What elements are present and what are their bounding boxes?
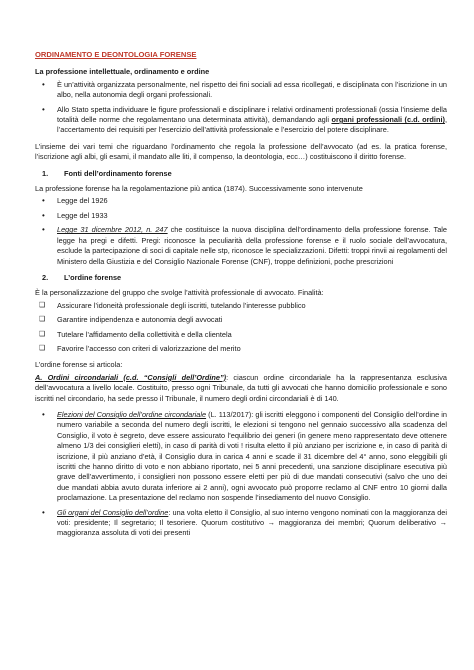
list-item <box>35 80 447 101</box>
bullet-icon: • <box>42 79 45 89</box>
list-item <box>35 301 447 311</box>
list-item <box>35 344 447 354</box>
subsection-a-bullet-list <box>35 410 447 539</box>
list-item <box>35 225 447 267</box>
subsection-a-label: A. Ordini circondariali (c.d. “Consigli dell’Ordine”) <box>35 372 227 382</box>
subsection-a-text: : ciascun ordine circondariale ha la rappresentanza esclusiva dell’avvocatura a livello locale. Costituito, presso ogni Tribunale, da tutti gli avvocati che hanno domicilio professionale e sono iscritti nel circondario, ha sede presso il Tribunale, il numero degli ordini circondariali è di 140. <box>35 372 447 403</box>
aim-text: Assicurare l’idoneità professionale degli iscritti, tutelando l’interesse pubblico <box>57 300 306 310</box>
law-bullet-description: che costituisce la nuova disciplina dell’ordinamento della professione forense. Tale legge ha pregi e difetti. Pregi: riconosce la peculiarità della professione forense e il ruolo sociale dell’avvocatura, esclude la partecipazione di soci di capitale nelle stp, riconosce le specializzazioni. Difetti: troppi rinvii ai regolamenti del Ministero della Giustizia e del Consiglio Nazionale Forense (CNF), troppe definizioni, poche prescrizioni <box>57 225 448 266</box>
bullet-icon: • <box>42 409 45 419</box>
aim-text: Favorire l’accesso con criteri di valorizzazione del merito <box>57 343 241 353</box>
law-reference: Legge 31 dicembre 2012, n. 247 <box>57 225 168 235</box>
sub-bullet-label: Elezioni del Consiglio dell’ordine circondariale <box>57 409 207 419</box>
bullet-icon: • <box>42 210 45 220</box>
list-item <box>35 330 447 340</box>
document-subtitle: La professione intellettuale, ordinamento e ordine <box>35 67 210 77</box>
list-item <box>35 315 447 325</box>
list-item <box>35 196 447 206</box>
bullet-icon: • <box>42 507 45 517</box>
section1-paragraph: La professione forense ha la regolamentazione più antica (1874). Successivamente sono intervenute <box>35 184 363 194</box>
section-title: L’ordine forense <box>64 272 122 282</box>
sub-bullet-label: Gli organi del Consiglio dell’ordine <box>57 507 169 517</box>
intro-bullet-text: È un’attività organizzata personalmente, nel rispetto dei fini sociali ad essa ricollegati, e disciplinata con l’iscrizione in un albo, nella autonomia degli organi professionali. <box>57 79 447 100</box>
bullet-icon: • <box>42 225 45 235</box>
sub-bullet-text: : una volta eletto il Consiglio, al suo interno vengono nominati con la maggioranza dei voti: presidente; Il segretario; Il tesoriere. Quorum costitutivo → maggioranza dei membri; Quorum deliberativo → maggioranza assoluta di voti dei presenti <box>57 507 447 538</box>
document-body <box>35 50 447 545</box>
bullet-icon: • <box>42 196 45 206</box>
checkbox-icon: ❑ <box>39 344 46 352</box>
bullet-icon: • <box>42 104 45 114</box>
section-title: Fonti dell’ordinamento forense <box>64 168 172 178</box>
intro-paragraph: L’insieme dei vari temi che riguardano l’ordinamento che regola la professione dell’avvocato (ad es. la pratica forense, l’iscrizione agli albi, gli esami, il mandato alle liti, il compenso, la deontologia, ecc…) costituiscono il diritto forense. <box>35 141 447 162</box>
list-item <box>35 410 447 504</box>
section2-paragraph: È la personalizzazione del gruppo che svolge l’attività professionale di avvocato. Finalità: <box>35 288 324 298</box>
document-title: ORDINAMENTO E DEONTOLOGIA FORENSE <box>35 50 197 59</box>
checkbox-icon: ❑ <box>39 301 46 309</box>
intro-bullet-list <box>35 80 447 136</box>
aims-checklist <box>35 301 447 355</box>
section-heading-1 <box>35 169 447 179</box>
section-number: 2. <box>42 272 49 282</box>
list-item <box>35 105 447 136</box>
checkbox-icon: ❑ <box>39 330 46 338</box>
intro-bullet-before: Allo Stato spetta individuare le figure professionali e disciplinare i relativi ordinamenti professionali (ossia l’insieme della totalità delle norme che regolamentano una determinata attività), demandando agli <box>57 104 447 125</box>
list-item <box>35 508 447 539</box>
aim-text: Garantire indipendenza e autonomia degli avvocati <box>57 315 223 325</box>
articulation-line: L’ordine forense si articola: <box>35 360 123 370</box>
sub-bullet-text: (L. 113/2017): gli iscritti eleggono i componenti del Consiglio dell’ordine in numero variabile a seconda del numero degli iscritti, le elezioni si tengono nel gennaio successivo alla scadenza del Consiglio, il voto è segreto, deve essere assicurato l’equilibrio dei generi (in genere meno rappresentato deve ottenere almeno 1/3 dei consiglieri eletti), in caso di parità di voti ! risulta eletto il più anziano per iscrizione e, in caso di parità di iscrizione, il più anziano d’età, il Consiglio dura in carica 4 anni e scade il 31 dicembre del 4° anno, sono eleggibili gli iscritti che hanno diritto di voto e non abbiano riportato, nei 5 anni precedenti, una sanzione disciplinare esecutiva più grave dell’avvertimento, i consiglieri non possono essere eletti per più di due mandati consecutivi (salvo che uno dei due mandati abbia avuto durata inferiore ai 2 anni), ogni avvocato può proporre reclamo al CNF entro 10 giorni dalla proclamazione. La presentazione del reclamo non sospende l’insediamento del nuovo Consiglio. <box>57 409 447 503</box>
list-item <box>35 211 447 221</box>
law-bullet-text: Legge del 1933 <box>57 210 108 220</box>
section-number: 1. <box>42 168 49 178</box>
section1-bullet-list <box>35 196 447 266</box>
subsection-a-paragraph <box>35 373 447 404</box>
section-heading-2 <box>35 273 447 283</box>
intro-bullet-after: , l’accertamento dei requisiti per l’esercizio dell’attività professionale e l’esercizio del potere disciplinare. <box>57 115 447 135</box>
aim-text: Tutelare l’affidamento della collettività e della clientela <box>57 329 232 339</box>
checkbox-icon: ❑ <box>39 316 46 324</box>
intro-bullet-emphasis: organi professionali (c.d. ordini) <box>331 115 445 125</box>
law-bullet-text: Legge del 1926 <box>57 196 108 206</box>
